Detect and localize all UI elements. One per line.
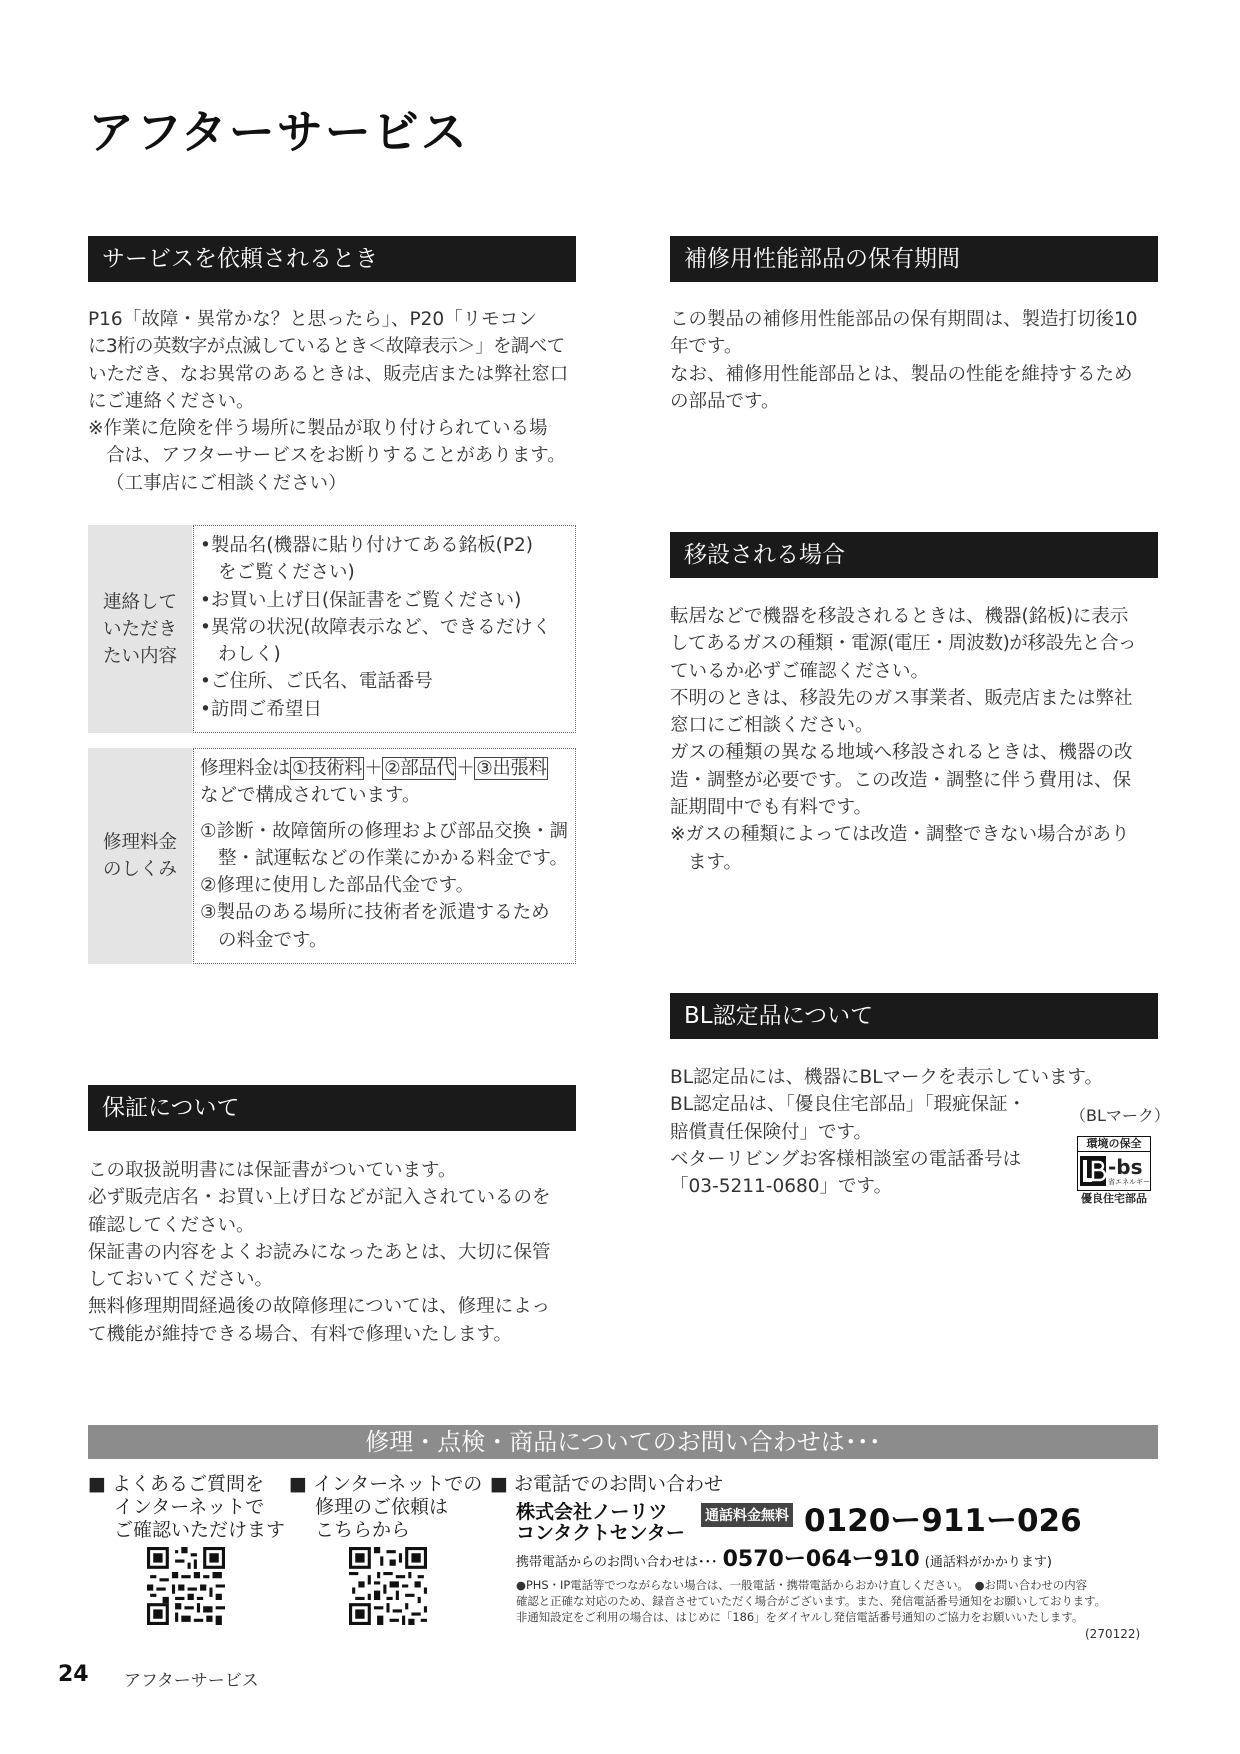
relocation-line: 証期間中でも有料です。 — [670, 797, 873, 819]
faq-text-line: ■ よくあるご質問を — [88, 1473, 264, 1495]
repair-request-text-line: こちらから — [315, 1519, 411, 1541]
parts-period-line: 年です。 — [670, 336, 743, 358]
relocation-line: 不明のときは、移設先のガス事業者、販売店または弊社 — [670, 687, 1133, 709]
repair-request-text-line: 修理のご依頼は — [315, 1496, 449, 1518]
relocation-line: してあるガスの種類・電源(電圧・周波数)が移設先と合っ — [670, 633, 1137, 655]
parts-fee-tag: ②部品代 — [384, 758, 455, 779]
repair-formula — [200, 755, 575, 782]
toll-free-number[interactable]: 0120ー911ー026 — [804, 1503, 1082, 1539]
parts-period-line: の部品です。 — [670, 390, 780, 412]
fine-print — [516, 1577, 1136, 1625]
fine-line: 確認と正確な対応のため、録音させていただく場合がございます。また、発信電話番号通知をお願いしております。 — [516, 1594, 1107, 1608]
repair-item: ②修理に使用した部品代金です。 — [200, 875, 475, 897]
fine-line: ●PHS・IP電話等でつながらない場合は、一般電話・携帯電話からおかけ直しください。 ●お問い合わせの内容 — [516, 1578, 1088, 1592]
bl-line: ベターリビングお客様相談室の電話番号は — [670, 1148, 1022, 1170]
plus-sign: ＋ — [364, 758, 383, 779]
repair-request-section — [289, 1473, 482, 1542]
contact-box-label-line: いただき — [102, 618, 177, 640]
warranty-line: この取扱説明書には保証書がついています。 — [88, 1160, 457, 1181]
contact-item: •異常の状況(故障表示など、できるだけく — [200, 616, 552, 638]
relocation-note: ※ガスの種類によっては改造・調整できない場合があり — [670, 824, 1130, 846]
plus-sign: ＋ — [456, 758, 475, 779]
service-request-body — [88, 306, 578, 497]
toll-free-badge: 通話料金無料 — [701, 1503, 793, 1527]
repair-item: ①診断・故障箇所の修理および部品交換・調 — [200, 820, 569, 842]
relocation-line: ガスの種類の異なる地域へ移設されるときは、機器の改 — [670, 742, 1133, 764]
bl-body — [670, 1064, 1104, 1200]
fine-line: 非通知設定をご利用の場合は、はじめに「186」をダイヤルし発信電話番号通知のご協力をお願いいたします。 — [516, 1610, 1084, 1624]
faq-qr-code[interactable] — [147, 1547, 225, 1625]
bl-line: BL認定品は、「優良住宅部品」「瑕疵保証・ — [670, 1094, 1027, 1116]
bl-mark-body — [1077, 1152, 1151, 1191]
service-request-line: にご連絡ください。 — [88, 390, 255, 412]
warranty-line: て機能が維持できる場合、有料で修理いたします。 — [88, 1323, 513, 1345]
relocation-line: 窓口にご相談ください。 — [670, 715, 874, 737]
footer-section-title: アフターサービス — [124, 1671, 259, 1691]
warranty-body — [88, 1157, 578, 1348]
phone-heading: ■ お電話でのお問い合わせ — [490, 1473, 723, 1495]
bl-mark-caption: （BLマーク） — [1070, 1106, 1170, 1125]
faq-text-line: ご確認いただけます — [114, 1519, 286, 1541]
company-line: 株式会社ノーリツ — [516, 1501, 668, 1523]
contact-box-label-line: 連絡して — [102, 591, 177, 613]
repair-box-items — [193, 748, 576, 964]
warranty-line: 必ず販売店名・お買い上げ日などが記入されているのを — [88, 1187, 551, 1209]
service-request-line: いただき、なお異常のあるときは、販売店または弊社窓口 — [88, 363, 569, 385]
contact-banner: 修理・点検・商品についてのお問い合わせは･･･ — [88, 1425, 1158, 1459]
relocation-body — [670, 603, 1160, 876]
repair-item: の料金です。 — [218, 929, 328, 951]
repair-box-label — [88, 748, 192, 964]
bl-mark-logo — [1077, 1136, 1151, 1207]
relocation-line: 造・調整が必要です。この改造・調整に伴う費用は、保 — [670, 769, 1132, 791]
page-title: アフターサービス — [88, 105, 469, 159]
service-request-note: ※作業に危険を伴う場所に製品が取り付けられている場 — [88, 418, 548, 440]
contact-item: •製品名(機器に貼り付けてある銘板(P2) — [200, 535, 533, 556]
mobile-suffix: (通話料がかかります) — [924, 1555, 1052, 1570]
parts-period-body — [670, 306, 1160, 415]
contact-item: わしく) — [218, 644, 281, 666]
mobile-number[interactable]: 0570ー064ー910 — [722, 1547, 920, 1572]
faq-text-line: インターネットで — [114, 1496, 265, 1518]
bl-mark-bottom: 優良住宅部品 — [1081, 1192, 1147, 1205]
service-request-line: に3桁の英数字が点滅しているとき＜故障表示＞」を調べて — [88, 336, 565, 358]
service-request-line: P16「故障・異常かな？と思ったら」、P20「リモコン — [88, 309, 537, 330]
warranty-heading: 保証について — [88, 1085, 576, 1131]
mobile-contact — [516, 1542, 1052, 1573]
company-name — [516, 1502, 685, 1544]
contact-item: •お買い上げ日(保証書をご覧ください) — [200, 589, 522, 611]
bl-mark-sub: 省エネルギー — [1108, 1177, 1150, 1186]
repair-request-text-line: ■ インターネットでの — [289, 1473, 483, 1495]
repair-box-label-line: 修理料金 — [102, 832, 177, 853]
contact-item: •ご住所、ご氏名、電話番号 — [200, 671, 433, 693]
warranty-line: しておいてください。 — [88, 1269, 274, 1291]
travel-fee-tag: ③出張料 — [476, 758, 547, 779]
contact-item: •訪問ご希望日 — [200, 698, 322, 720]
repair-formula-prefix: 修理料金は — [200, 758, 291, 779]
repair-formula-suffix: などで構成されています。 — [200, 785, 421, 807]
warranty-line: 確認してください。 — [88, 1214, 255, 1236]
lb-monogram-icon — [1078, 1154, 1108, 1188]
page-number: 24 — [58, 1662, 89, 1687]
bl-mark-main: -bs — [1108, 1154, 1143, 1179]
warranty-line: 保証書の内容をよくお読みになったあとは、大切に保管 — [88, 1241, 551, 1263]
service-request-note: （工事店にご相談ください） — [106, 472, 347, 494]
repair-item: 整・試運転などの作業にかかる料金です。 — [218, 847, 569, 869]
bl-line: 賠償責任保険付」です。 — [670, 1121, 873, 1143]
service-request-note: 合は、アフターサービスをお断りすることがあります。 — [106, 445, 566, 467]
parts-period-line: なお、補修用性能部品とは、製品の性能を維持するため — [670, 363, 1133, 385]
service-request-heading: サービスを依頼されるとき — [88, 236, 576, 282]
relocation-line: ているか必ずご確認ください。 — [670, 660, 930, 682]
technical-fee-tag: ①技術料 — [292, 758, 363, 779]
company-line: コンタクトセンター — [516, 1522, 685, 1544]
parts-period-line: この製品の補修用性能部品の保有期間は、製造打切後10 — [670, 309, 1138, 330]
parts-period-heading: 補修用性能部品の保有期間 — [670, 236, 1158, 282]
contact-box-items — [193, 525, 576, 733]
warranty-line: 無料修理期間経過後の故障修理については、修理によっ — [88, 1296, 551, 1318]
faq-section — [88, 1473, 285, 1542]
repair-box-label-line: のしくみ — [102, 859, 177, 880]
contact-item: をご覧ください) — [218, 562, 355, 584]
relocation-note: ます。 — [688, 851, 743, 873]
mobile-prefix: 携帯電話からのお問い合わせは･･･ — [516, 1555, 718, 1570]
bl-line: BL認定品には、機器にBLマークを表示しています。 — [670, 1067, 1104, 1088]
relocation-line: 転居などで機器を移設されるときは、機器(銘板)に表示 — [670, 606, 1129, 627]
repair-item: ③製品のある場所に技術者を派遣するため — [200, 902, 550, 924]
relocation-heading: 移設される場合 — [670, 532, 1158, 578]
contact-box-label-line: たい内容 — [102, 645, 177, 667]
repair-request-qr-code[interactable] — [349, 1547, 427, 1625]
document-code: (270122) — [1085, 1627, 1141, 1641]
bl-line: 「03-5211-0680」です。 — [670, 1176, 893, 1198]
bl-heading: BL認定品について — [670, 993, 1158, 1039]
bl-mark-top: 環境の保全 — [1077, 1136, 1151, 1152]
contact-box-label — [88, 525, 192, 733]
